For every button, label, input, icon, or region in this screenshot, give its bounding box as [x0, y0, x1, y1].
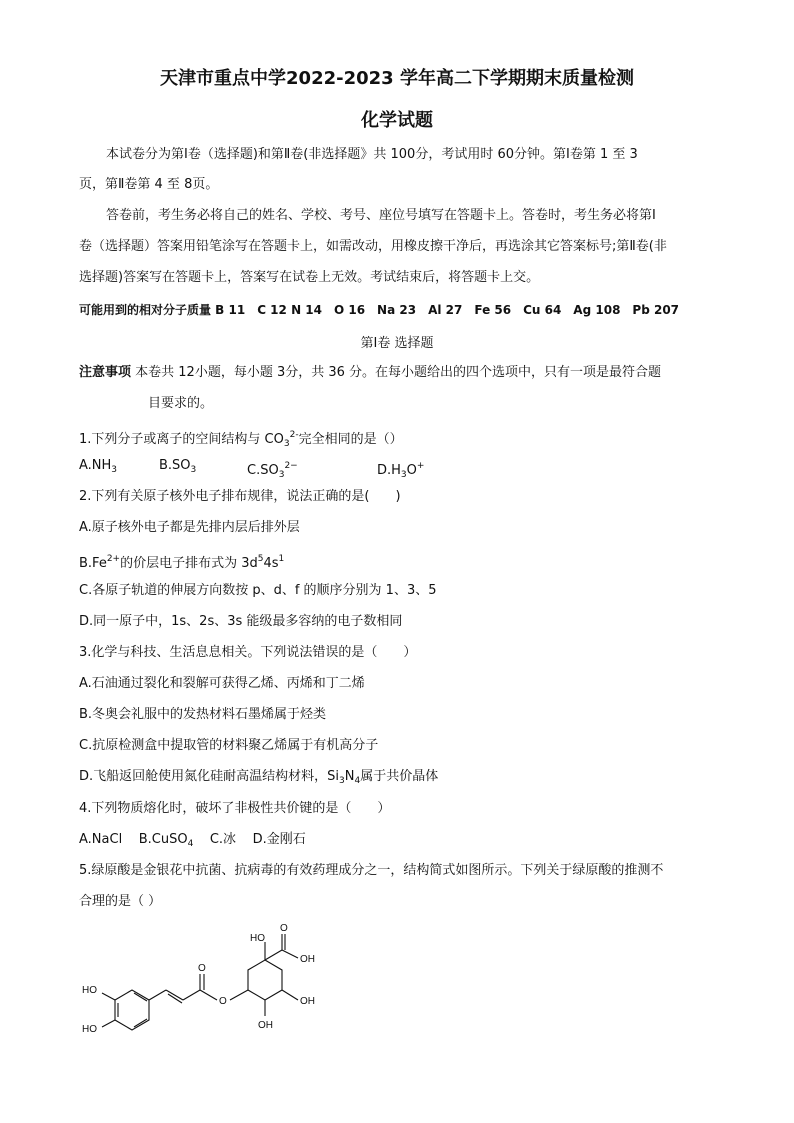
q1-option-a: $A.NH_3$ — [79, 458, 118, 475]
q4-options — [79, 831, 306, 853]
intro-p1-line2: 页，第Ⅱ卷第 4 至 8页。 — [79, 177, 219, 192]
q4-stem: 4.下列物质熔化时，破坏了非极性共价键的是（ ） — [79, 801, 391, 816]
struct-ring-ho: HO — [250, 933, 265, 944]
intro-p2-line1: 答卷前，考生务必将自己的姓名、学校、考号、座位号填写在答题卡上。答卷时，考生务必将第Ⅰ — [106, 208, 656, 223]
q2-option-d: D.同一原子中，1s、2s、3s 能级最多容纳的电子数相同 — [79, 614, 403, 629]
section-heading: 第Ⅰ卷 选择题 — [360, 336, 434, 351]
intro-p2-line2: 卷（选择题）答案用铅笔涂写在答题卡上，如需改动，用橡皮擦干净后，再选涂其它答案标号;第Ⅱ卷(非 — [79, 239, 667, 254]
q3-option-a: A.石油通过裂化和裂解可获得乙烯、丙烯和丁二烯 — [79, 676, 365, 691]
exam-subtitle: 化学试题 — [361, 110, 433, 131]
struct-ho-top-left: HO — [82, 985, 97, 996]
q3-stem: 3.化学与科技、生活息息相关。下列说法错误的是（ ） — [79, 645, 417, 660]
struct-cooh-oh: OH — [300, 954, 315, 965]
intro-p1-line1: 本试卷分为第Ⅰ卷（选择题)和第Ⅱ卷(非选择题》共 100分，考试用时 60分钟。第Ⅰ卷第 1 至 3 — [106, 147, 638, 162]
struct-cooh-o: O — [280, 923, 288, 934]
q5-stem-line2: 合理的是（ ） — [79, 894, 162, 909]
q1-stem: 1.下列分子或离子的空间结构与 $CO_3^{2-}$完全相同的是（） — [79, 430, 403, 449]
q2-option-b: $B.Fe^{2+}$的价层电子排布式为 $3d^54s^1$ — [79, 554, 285, 571]
notice-line1 — [79, 364, 661, 382]
atomic-masses: 可能用到的相对分子质量 B 11 C 12 N 14 O 16 Na 23 Al 27 Fe 56 Cu 64 Ag 108 Pb 207 — [79, 303, 680, 317]
q5-stem-line1: 5.绿原酸是金银花中抗菌、抗病毒的有效药理成分之一，结构简式如图所示。下列关于绿原酸的推测不 — [79, 863, 664, 878]
q3-option-d: D.飞船返回舱使用氮化硅耐高温结构材料，$Si_3N_4$属于共价晶体 — [79, 769, 439, 786]
struct-ester-o: O — [219, 996, 227, 1007]
q1-option-c: $C.SO_3^{2-}$ — [247, 461, 298, 480]
notice-label: 注意事项 — [79, 365, 132, 380]
q4-option-c: C.冰 — [209, 832, 237, 847]
q1-option-d: $D.H_3O^+$ — [377, 461, 425, 480]
struct-ho-bottom-left: HO — [82, 1024, 97, 1035]
q4-option-d: D.金刚石 — [252, 832, 306, 847]
q4-option-a: A.NaCl — [79, 832, 123, 847]
struct-carbonyl-o: O — [198, 963, 206, 974]
intro-p2-line3: 选择题)答案写在答题卡上，答案写在试卷上无效。考试结束后，将答题卡上交。 — [79, 270, 540, 285]
q3-option-b: B.冬奥会礼服中的发热材料石墨烯属于烃类 — [79, 707, 327, 722]
chlorogenic-acid-structure — [70, 920, 370, 1070]
struct-ring-oh-right: OH — [300, 996, 315, 1007]
q2-option-a: A.原子核外电子都是先排内层后排外层 — [79, 520, 300, 535]
q3-option-c: C.抗原检测盒中提取管的材料聚乙烯属于有机高分子 — [79, 738, 379, 753]
notice-text: 本卷共 12小题，每小题 3分，共 36 分。在每小题给出的四个选项中，只有一项是最符合题 — [135, 365, 662, 380]
struct-ring-oh-bottom: OH — [258, 1020, 273, 1031]
q2-stem: 2.下列有关原子核外电子排布规律，说法正确的是( ) — [79, 489, 401, 504]
q4-option-b: B.CuSO$_4$ — [138, 832, 194, 849]
exam-title: 天津市重点中学2022-2023 学年高二下学期期末质量检测 — [160, 68, 634, 89]
notice-line2: 目要求的。 — [148, 396, 214, 411]
q2-option-c: C.各原子轨道的伸展方向数按 p、d、f 的顺序分别为 1、3、5 — [79, 583, 437, 598]
q1-option-b: $B.SO_3$ — [159, 458, 197, 475]
